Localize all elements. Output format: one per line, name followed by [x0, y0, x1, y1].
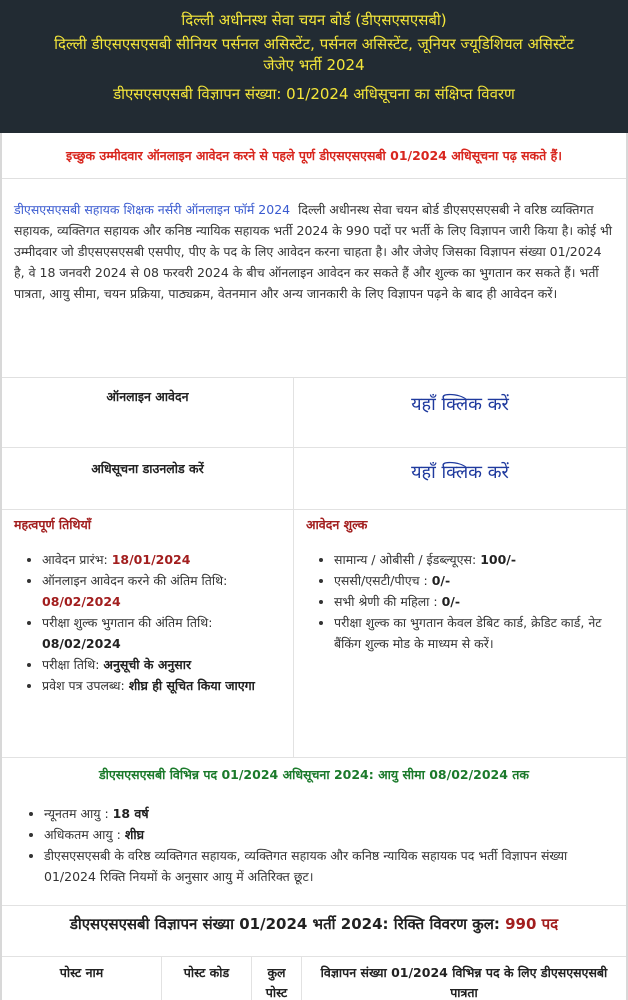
download-notification-link[interactable]: यहाँ क्लिक करें	[411, 462, 509, 483]
list-item: • एससी/एसटी/पीएच : 0/-	[334, 570, 614, 591]
col-post-code: पोस्ट कोड	[162, 957, 252, 1000]
dates-list	[14, 549, 281, 696]
age-limit-section	[2, 758, 626, 906]
list-item: • सामान्य / ओबीसी / ईडब्ल्यूएस: 100/-	[334, 549, 614, 570]
vacancy-table-header	[2, 956, 626, 1000]
header-advertisement-line: डीएसएसएसबी विज्ञापन संख्या: 01/2024 अधिसूचना का संक्षिप्त विवरण	[113, 85, 515, 103]
link-row-notification	[2, 448, 626, 510]
list-item: • प्रवेश पत्र उपलब्ध: शीघ्र ही सूचित किया जाएगा	[42, 675, 281, 696]
link-row-apply	[2, 378, 626, 448]
header-banner	[0, 0, 628, 133]
age-limit-title: डीएसएसएसबी विभिन्न पद 01/2024 अधिसूचना 2024: आयु सीमा 08/02/2024 तक	[98, 767, 530, 782]
list-item: • परीक्षा तिथि: अनुसूची के अनुसार	[42, 654, 281, 675]
list-item: • सभी श्रेणी की महिला : 0/-	[334, 591, 614, 612]
application-fee-title: आवेदन शुल्क	[306, 517, 368, 532]
header-title: दिल्ली अधीनस्थ सेवा चयन बोर्ड (डीएसएसएसबी)	[181, 11, 447, 29]
link-label-apply: ऑनलाइन आवेदन	[2, 378, 294, 447]
list-item: • परीक्षा शुल्क भुगतान की अंतिम तिथि: 08/02/2024	[42, 612, 281, 654]
important-dates	[2, 510, 294, 757]
dates-fees-section	[2, 510, 626, 758]
list-item: • अधिकतम आयु : शीघ्र	[44, 824, 614, 845]
vacancy-heading	[2, 906, 626, 946]
list-item: • परीक्षा शुल्क का भुगतान केवल डेबिट कार्ड, क्रेडिट कार्ड, नेट बैंकिंग शुल्क मोड के माध्यम से करें।	[334, 612, 614, 654]
fees-list	[306, 549, 614, 654]
notice-text: इच्छुक उम्मीदवार ऑनलाइन आवेदन करने से पहले पूर्ण डीएसएसएसबी 01/2024 अधिसूचना पढ़ सकते हैं।	[2, 133, 626, 179]
intro-link[interactable]: डीएसएसएसबी सहायक शिक्षक नर्सरी ऑनलाइन फॉर्म 2024	[14, 202, 291, 217]
list-item: • न्यूनतम आयु : 18 वर्ष	[44, 803, 614, 824]
age-list	[14, 803, 614, 887]
apply-online-link[interactable]: यहाँ क्लिक करें	[411, 394, 509, 415]
col-eligibility: विज्ञापन संख्या 01/2024 विभिन्न पद के लिए डीएसएसएसबी पात्रता	[320, 965, 608, 1000]
list-item: • डीएसएसएसबी के वरिष्ठ व्यक्तिगत सहायक, व्यक्तिगत सहायक और कनिष्ठ न्यायिक सहायक पद भर्ती विज्ञापन संख्या 01/2024 रिक्ति नियमों के अनुसार आयु में अतिरिक्त छूट।	[44, 845, 614, 887]
list-item: • ऑनलाइन आवेदन करने की अंतिम तिथि: 08/02/2024	[42, 570, 281, 612]
vacancy-total: 990 पद	[505, 915, 559, 933]
header-subtitle-line2: जेजेए भर्ती 2024	[263, 56, 365, 74]
vacancy-title: डीएसएसएसबी विज्ञापन संख्या 01/2024 भर्ती 2024: रिक्ति विवरण कुल:	[69, 915, 506, 933]
header-subtitle-line1: दिल्ली डीएसएसएसबी सीनियर पर्सनल असिस्टेंट, पर्सनल असिस्टेंट, जूनियर ज्यूडिशियल असिस्टेंट	[54, 35, 574, 53]
link-label-notification: अधिसूचना डाउनलोड करें	[2, 448, 294, 509]
header-subtitle	[10, 34, 618, 76]
important-dates-title: महत्वपूर्ण तिथियाँ	[14, 517, 91, 532]
content-box	[0, 133, 628, 1000]
col-total-post: कुल पोस्ट	[252, 957, 302, 1000]
col-post-name: पोस्ट नाम	[2, 957, 162, 1000]
application-fee	[294, 510, 626, 757]
intro-paragraph	[2, 179, 626, 378]
intro-body: दिल्ली अधीनस्थ सेवा चयन बोर्ड डीएसएसएसबी ने वरिष्ठ व्यक्तिगत सहायक, व्यक्तिगत सहायक और कनिष्ठ न्यायिक सहायक भर्ती 2024 के 990 पदों पर भर्ती के लिए विज्ञापन जारी किया है। कोई भी उम्मीदवार जो डीएसएसएसबी एसपीए, पीए के पद के लिए आवेदन करना चाहता है। और जेजेए जिसका विज्ञापन संख्या 01/2024 है, वे 18 जनवरी 2024 से 08 फरवरी 2024 के बीच ऑनलाइन आवेदन कर सकते हैं और शुल्क का भुगतान कर सकते हैं। भर्ती पात्रता, आयु सीमा, चयन प्रक्रिया, पाठ्यक्रम, वेतनमान और अन्य जानकारी के लिए विज्ञापन पढ़ने के बाद ही आवेदन करें।	[14, 202, 613, 301]
list-item: • आवेदन प्रारंभ: 18/01/2024	[42, 549, 281, 570]
